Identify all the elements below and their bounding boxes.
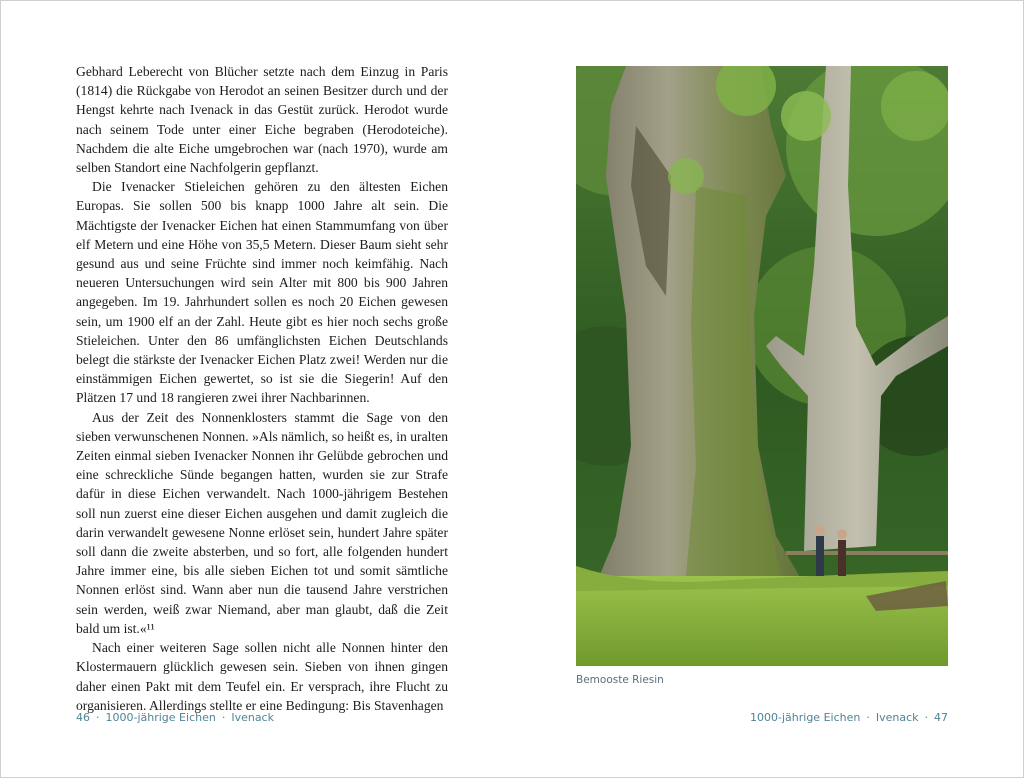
page-number: 46 — [76, 711, 90, 724]
page-number: 47 — [934, 711, 948, 724]
footer-separator: · — [924, 711, 928, 724]
left-page-footer — [76, 711, 274, 724]
footer-separator: · — [221, 711, 226, 724]
paragraph: Die Ivenacker Stieleichen gehören zu den ältesten Eichen Europas. Sie sollen 500 bis knapp 1000 Jahre alt sein. Die Mächtigste der Ivenacker Eichen hat einen Stammumfang von über elf Metern und eine Höhe von 35,5 Metern. Dieser Baum sieht sehr gesund aus und seine Früchte sind immer noch keimfähig. Nach neueren Untersuchungen wird sein Alter mit 800 bis 900 Jahren angegeben. Im 19. Jahrhundert sollen es noch 20 Eichen gewesen sein, um 1900 elf an der Zahl. Heute gibt es hier noch sechs große Stieleichen. Unter den 86 umfänglichsten Eichen Deutschlands belegt die stärkste der Ivenacker Eichen Platz zwei! Werden nur die einstämmigen Eichen gewertet, so ist sie die Siegerin! Auf den Plätzen 17 und 18 rangieren zwei ihrer Nachbarinnen. — [76, 179, 448, 406]
right-page-footer — [750, 711, 948, 724]
left-page-text — [76, 62, 448, 715]
footer-chapter: Ivenack — [875, 711, 919, 724]
footer-chapter: Ivenack — [231, 711, 274, 724]
paragraph: Gebhard Leberecht von Blücher setzte nach dem Einzug in Paris (1814) die Rückgabe von Herodot an seinen Besitzer durch und der Hengst kehrte nach Ivenack in das Gestüt zurück. Herodot wurde nach seinem Tode unter einer Eiche begraben (Herodoteiche). Nachdem die alte Eiche umgebrochen war (nach 1970), wurde am selben Standort eine Nachfolgerin gepflanzt. — [76, 64, 448, 176]
footer-separator: · — [866, 711, 870, 724]
footer-separator: · — [96, 711, 100, 724]
paragraph: Nach einer weiteren Sage sollen nicht alle Nonnen hinter den Klostermauern glücklich gewesen sein. Sieben von ihnen gingen daher einen Pakt mit dem Teufel ein. Er versprach, ihre Flucht zu organisieren. Allerdings stellte er eine Bedingung: Bis Stavenhagen — [76, 640, 448, 713]
photo-caption: Bemooste Riesin — [576, 674, 664, 686]
footer-book-title: 1000-jährige Eichen — [105, 711, 216, 724]
paragraph: Aus der Zeit des Nonnenklosters stammt die Sage von den sieben verwunschenen Nonnen. »Als nämlich, so heißt es, in uralten Zeiten einmal sieben Ivenacker Nonnen ihr Gelübde gebrochen und eine schreckliche Sünde begangen hatten, wurden sie zur Strafe dafür in diese Eichen verwandelt. Nach 1000-jährigem Bestehen soll nun zuerst eine dieser Eichen ausgehen und damit zugleich die darin verwandelt gewesene Nonne erlöset sein, hundert Jahre später soll dann die zweite absterben, und so fort, alle folgenden hundert Jahre immer eine, bis alle sieben Eichen tot und somit sämtliche Nonnen erlöst sind. Wann aber nun die tausend Jahre verstrichen sein werden, weiß zwar Niemand, aber man glaubt, daß die Zeit bald um ist.«¹¹ — [76, 409, 448, 636]
mossy-oak-photo — [576, 66, 948, 666]
footer-book-title: 1000-jährige Eichen — [750, 711, 861, 724]
